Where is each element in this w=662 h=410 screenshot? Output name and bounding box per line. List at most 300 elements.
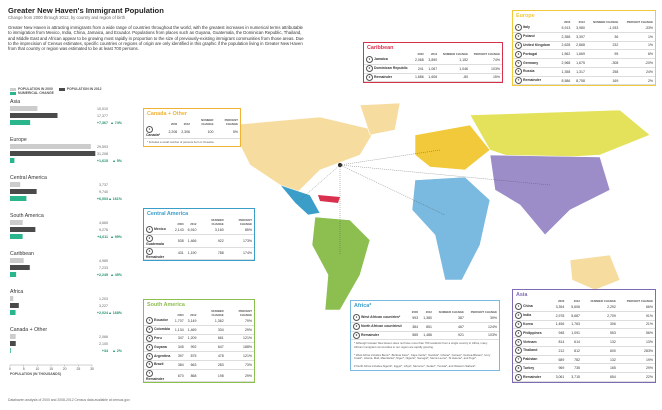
percent-change-label: ▲ 74% — [110, 121, 122, 125]
bar-2012 — [10, 265, 30, 270]
table-cell: 283% — [618, 346, 655, 355]
table-cell — [513, 50, 558, 59]
table-cell — [513, 364, 551, 373]
table-cell: 1,046 — [439, 64, 470, 73]
table-africa — [350, 300, 500, 371]
row-number-badge: 8 — [515, 365, 522, 372]
table-cell: 1,362 — [198, 317, 225, 325]
table-cell: 1,209 — [186, 334, 199, 343]
table-header-cell: 2012 — [183, 122, 190, 126]
region-label: Canada + Other — [10, 327, 48, 333]
table-row — [144, 317, 254, 325]
page-subtitle: Change from 2000 through 2012, by country and region of birth — [8, 15, 126, 20]
bar-2000-label: 4,989 — [99, 259, 108, 263]
row-number-badge: 7 — [515, 77, 522, 84]
table-header-cell: NUMBER CHANGE — [442, 52, 469, 56]
table-cell: 2,306 — [179, 126, 192, 138]
table-row — [351, 322, 499, 331]
map-russia — [470, 110, 650, 160]
row-label: Remainder — [523, 374, 542, 379]
legend-item-change: NUMERICAL CHANGE — [10, 91, 54, 95]
table-header-cell: 2012 — [190, 313, 197, 317]
table-cell: 334 — [198, 325, 225, 334]
table-cell: 74% — [470, 56, 502, 64]
table-row — [513, 364, 655, 373]
table-cell: 5% — [215, 126, 240, 138]
row-number-badge: 3 — [146, 335, 153, 342]
row-number-badge: 1 — [146, 226, 153, 233]
table-header-blank — [144, 218, 173, 226]
page-title: Greater New Haven's Immigrant Population — [8, 6, 164, 15]
table-row — [513, 50, 655, 59]
table-header-cell: PERCENT CHANGE — [238, 218, 252, 226]
table-cell: 21% — [618, 320, 655, 329]
bar-chart — [6, 95, 124, 397]
table-cell: 1,606 — [426, 73, 439, 82]
table-cell: 2% — [620, 76, 655, 85]
table-row — [144, 334, 254, 343]
table-header-cell: 2000 — [558, 299, 565, 303]
table-cell: 103% — [466, 331, 499, 340]
row-label: China — [523, 304, 533, 309]
table-header-cell: PERCENT CHANGE — [224, 118, 238, 126]
row-number-badge: 5 — [515, 339, 522, 346]
table-row — [144, 325, 254, 334]
table-cell: 654 — [582, 373, 618, 382]
table-cell: 921 — [434, 331, 466, 340]
x-tick-label: 20 — [62, 367, 67, 371]
table-header-cell: NUMBER CHANGE — [211, 309, 224, 317]
table-south-america — [143, 299, 255, 383]
table-cell: 2,709 — [582, 311, 618, 320]
bar-2000-label: 4,665 — [99, 221, 108, 225]
table-row — [351, 331, 499, 340]
table-row — [513, 303, 655, 311]
percent-change-label: ▲ 5% — [112, 159, 122, 163]
table-cell: 782 — [566, 355, 582, 364]
bar-change-label: +2,245 — [96, 273, 108, 277]
region-label: Africa — [10, 289, 24, 295]
row-number-badge: 3 — [146, 248, 153, 255]
table-canada-grid — [144, 118, 240, 139]
bar-change-label: +6,003 — [96, 197, 108, 201]
table-cell: 232 — [587, 41, 620, 50]
row-number-badge: 3 — [515, 42, 522, 49]
table-header-cell: NUMBER CHANGE — [211, 218, 224, 226]
table-cell: 1,091 — [566, 329, 582, 338]
row-number-badge: 1 — [146, 126, 153, 133]
bar-2012-label: 31,208 — [97, 152, 108, 156]
table-cell: 735 — [566, 364, 582, 373]
table-cell — [144, 343, 173, 352]
table-row — [144, 126, 240, 138]
table-cell: 2,628 — [558, 41, 573, 50]
row-label: India — [523, 313, 532, 318]
table-africa-note-3: # North Africa includes Algeria*, Egypt*, Libya*, Morocco*, Sudan*, Tunisia*, and Western Sahara*. — [354, 363, 477, 368]
bar-change-label: +4,611 — [97, 235, 108, 239]
bar-change — [10, 196, 26, 201]
table-cell: 600 — [582, 346, 618, 355]
table-europe-title: Europe — [516, 13, 535, 19]
row-number-badge: 6 — [146, 361, 153, 368]
table-cell: 1,358 — [558, 67, 573, 76]
row-number-badge: 9 — [515, 374, 522, 381]
percent-change-label: ▲ 168% — [108, 311, 122, 315]
table-canada-title: Canada + Other — [147, 111, 187, 117]
table-cell: 2,358 — [558, 32, 573, 41]
table-cell — [364, 64, 412, 73]
table-cell: 132 — [582, 355, 618, 364]
table-cell: 5,913 — [558, 24, 573, 32]
table-cell: 1,317 — [572, 67, 587, 76]
table-south-america-grid — [144, 309, 254, 382]
bar-change — [10, 120, 30, 125]
legend-item-2000: POPULATION IN 2000 — [10, 87, 53, 91]
table-header-cell: 2012 — [190, 222, 197, 226]
table-cell: 478 — [198, 352, 225, 361]
table-cell: 212 — [551, 346, 567, 355]
table-cell: 1,067 — [426, 64, 439, 73]
table-cell: 992 — [186, 343, 199, 352]
table-cell: 8,586 — [558, 76, 573, 85]
table-cell: 188% — [226, 343, 254, 352]
table-cell: 1,669 — [572, 50, 587, 59]
row-label: West African countries* — [361, 315, 401, 320]
bar-change-label: +34 — [101, 349, 108, 353]
bar-2000 — [10, 334, 16, 339]
table-cell: 347 — [173, 334, 186, 343]
row-number-badge: 7 — [146, 370, 153, 377]
table-cell — [513, 76, 558, 85]
table-row — [144, 234, 254, 247]
row-label: Peru — [154, 335, 162, 340]
table-cell: 431 — [173, 247, 186, 260]
row-label: Dominican Republic — [374, 66, 408, 71]
table-cell: 174% — [226, 247, 254, 260]
table-row — [513, 355, 655, 364]
source-footnote: Datahaven analysis of 2000 and 2008-2012 Census data available at census.gov — [8, 398, 130, 402]
bar-2000 — [10, 144, 91, 149]
table-cell: 1,466 — [186, 234, 199, 247]
table-cell: -308 — [587, 59, 620, 68]
table-cell: 85% — [226, 226, 254, 234]
table-cell: -33% — [620, 24, 655, 32]
table-cell: 2,143 — [173, 226, 186, 234]
table-row — [513, 76, 655, 85]
table-cell: 670 — [173, 369, 186, 382]
table-cell: 8,758 — [572, 76, 587, 85]
table-row — [513, 373, 655, 382]
table-cell: 124% — [466, 322, 499, 331]
bar-2012-label: 3,227 — [99, 304, 108, 308]
table-cell — [144, 247, 173, 260]
table-cell: 173% — [226, 234, 254, 247]
x-tick-label: 15 — [49, 367, 53, 371]
row-label: Korea — [523, 321, 533, 326]
table-row — [364, 73, 502, 82]
row-number-badge: 2 — [353, 323, 360, 330]
row-number-badge: 2 — [146, 326, 153, 333]
x-tick-label: 5 — [22, 367, 25, 371]
table-cell: 647 — [198, 343, 225, 352]
table-header-cell: 2012 — [425, 310, 432, 314]
table-cell: 538 — [173, 234, 186, 247]
table-cell: 29% — [226, 369, 254, 382]
row-label: Vietnam — [523, 339, 537, 344]
bar-2012-label: 17,377 — [97, 114, 108, 118]
table-cell: 22% — [618, 373, 655, 382]
table-cell: 1,562 — [558, 50, 573, 59]
row-label: Remainder — [523, 78, 542, 83]
table-cell — [513, 303, 551, 311]
row-number-badge: 2 — [146, 235, 153, 242]
table-header-blank — [144, 118, 166, 126]
bar-change-label: +7,367 — [96, 121, 108, 125]
table-cell: 103% — [470, 64, 502, 73]
chart-legend — [10, 87, 122, 95]
bar-2012-label: 9,740 — [99, 190, 108, 194]
table-row — [144, 360, 254, 369]
table-row — [351, 314, 499, 322]
map-north-america — [230, 117, 375, 195]
table-cell — [144, 126, 166, 138]
table-row — [513, 346, 655, 355]
percent-change-label: ▲ 161% — [108, 197, 122, 201]
region-label: Central America — [10, 175, 47, 181]
table-cell: 1,152 — [439, 56, 470, 64]
row-label: Russia — [523, 69, 535, 74]
table-header-cell: NUMBER CHANGE — [590, 299, 616, 303]
table-cell — [144, 369, 173, 382]
table-cell: 36 — [587, 32, 620, 41]
table-cell: 121% — [226, 352, 254, 361]
table-canada — [143, 108, 241, 147]
table-cell: 1,469 — [186, 325, 199, 334]
table-asia-grid — [513, 299, 655, 382]
region-label: Europe — [10, 137, 27, 143]
table-header-cell: 2012 — [578, 20, 585, 24]
table-cell: 56% — [618, 329, 655, 338]
table-cell: 1% — [620, 32, 655, 41]
table-caribbean — [363, 42, 503, 83]
bar-change — [10, 234, 23, 239]
table-cell: 15% — [470, 73, 502, 82]
table-cell: 1,707 — [173, 317, 186, 325]
table-cell — [513, 67, 558, 76]
table-cell: 2,978 — [551, 311, 567, 320]
bar-2000-label: 10,010 — [97, 107, 108, 111]
table-row — [364, 56, 502, 64]
table-row — [513, 59, 655, 68]
row-number-badge: 2 — [515, 33, 522, 40]
table-cell: 2,068 — [412, 56, 425, 64]
x-axis-label: POPULATION (IN THOUSANDS) — [10, 372, 61, 376]
table-cell: 993 — [409, 314, 420, 322]
bar-2012 — [10, 227, 35, 232]
table-cell: 165 — [582, 364, 618, 373]
table-cell: 3,160 — [198, 226, 225, 234]
table-cell: 1,456 — [551, 320, 567, 329]
table-cell: 875 — [186, 352, 199, 361]
table-row — [513, 67, 655, 76]
table-cell: 3,061 — [551, 373, 567, 382]
table-header-cell: 2000 — [411, 310, 419, 314]
table-cell: 3,980 — [572, 24, 587, 32]
table-cell: 969 — [551, 364, 567, 373]
table-cell — [351, 322, 409, 331]
row-number-badge: 1 — [366, 56, 373, 63]
region-label: South America — [10, 213, 44, 219]
bar-2000-label: 29,593 — [97, 145, 108, 149]
bar-change-label: +2,024 — [96, 311, 108, 315]
bar-2012 — [10, 151, 95, 156]
table-africa-note-1: * Although Greater New Haven does not have more than 700 residents from a single country in Africa, many African immigrant communities in our region are rapidly growing. — [354, 341, 488, 349]
row-label: Pakistan — [523, 357, 538, 362]
table-cell — [364, 56, 412, 64]
row-label: Argentina — [154, 353, 171, 358]
table-south-america-title: South America — [147, 302, 185, 308]
table-cell — [513, 24, 558, 32]
table-asia — [512, 289, 656, 383]
table-cell: -20% — [620, 59, 655, 68]
table-europe — [512, 10, 656, 86]
table-cell: 73% — [226, 360, 254, 369]
row-number-badge: 6 — [515, 68, 522, 75]
row-number-badge: 3 — [353, 332, 360, 339]
table-cell: 283 — [198, 360, 225, 369]
row-label: Mexico — [154, 227, 166, 232]
table-cell — [144, 360, 173, 369]
table-canada-note: * Includes a small number of persons born in Oceania — [147, 139, 214, 144]
table-cell: 29% — [618, 364, 655, 373]
table-cell — [144, 334, 173, 343]
table-cell: -1,933 — [587, 24, 620, 32]
bar-change-label: +1,615 — [96, 159, 108, 163]
row-label: Philippines — [523, 330, 542, 335]
table-cell — [513, 32, 558, 41]
table-europe-grid — [513, 20, 655, 85]
table-row — [513, 338, 655, 347]
table-cell: 5,687 — [566, 311, 582, 320]
row-number-badge: 1 — [515, 303, 522, 310]
bar-2012 — [10, 303, 19, 308]
table-cell: 397 — [173, 352, 186, 361]
table-cell: 91% — [618, 311, 655, 320]
table-asia-title: Asia — [516, 292, 528, 298]
bar-2000 — [10, 258, 24, 263]
table-cell: 788 — [198, 247, 225, 260]
table-header-cell: NUMBER CHANGE — [201, 118, 214, 126]
percent-change-label: ▲ 2% — [112, 349, 122, 353]
row-label: Turkey — [523, 365, 535, 370]
table-row — [513, 311, 655, 320]
row-number-badge: 7 — [515, 356, 522, 363]
row-number-badge: 4 — [515, 51, 522, 58]
table-cell: 814 — [551, 338, 567, 347]
table-cell: 585 — [409, 331, 420, 340]
table-central-america-grid — [144, 218, 254, 260]
row-label: Italy — [523, 25, 531, 30]
x-tick-label: 10 — [35, 367, 40, 371]
table-cell: 169 — [587, 76, 620, 85]
table-cell: 614 — [566, 338, 582, 347]
row-label: Canada* — [146, 133, 161, 138]
table-row — [144, 352, 254, 361]
row-label: Germany — [523, 60, 539, 65]
bar-2012 — [10, 341, 16, 346]
table-cell — [351, 314, 409, 322]
table-cell: 5,606 — [566, 303, 582, 311]
row-number-badge: 5 — [146, 353, 153, 360]
table-row — [144, 343, 254, 352]
table-header-cell: 2000 — [417, 52, 424, 56]
table-cell: 3,397 — [572, 32, 587, 41]
row-number-badge: 2 — [515, 312, 522, 319]
table-cell — [513, 59, 558, 68]
map-europe — [415, 125, 490, 170]
table-cell: 95 — [587, 50, 620, 59]
table-cell: 384 — [409, 322, 420, 331]
table-cell: -80 — [439, 73, 470, 82]
table-header-cell: 2000 — [177, 313, 184, 317]
table-header-cell: PERCENT CHANGE — [470, 310, 497, 314]
table-caribbean-grid — [364, 52, 502, 82]
table-cell: 13% — [618, 338, 655, 347]
row-number-badge: 4 — [515, 330, 522, 337]
table-cell: 661 — [198, 334, 225, 343]
bar-2000 — [10, 296, 13, 301]
table-cell: 948 — [551, 329, 567, 338]
table-cell: 258 — [587, 67, 620, 76]
table-cell: 1% — [620, 41, 655, 50]
row-label: Colombia — [154, 327, 170, 332]
row-label: United Kingdom — [523, 42, 551, 47]
table-cell: 1,190 — [186, 247, 199, 260]
table-header-cell: PERCENT CHANGE — [238, 309, 252, 317]
table-cell — [513, 346, 551, 355]
row-label: Brazil — [154, 362, 164, 367]
table-cell: 2,968 — [558, 59, 573, 68]
table-cell: 3,149 — [186, 317, 199, 325]
row-label: Remainder — [374, 74, 393, 79]
row-number-badge: 1 — [515, 24, 522, 31]
row-label: Remainder — [146, 254, 165, 259]
legend-item-2012: POPULATION IN 2012 — [59, 87, 102, 91]
table-row — [513, 329, 655, 338]
table-cell: 19% — [618, 355, 655, 364]
table-cell: 198 — [198, 369, 225, 382]
map-caribbean — [318, 195, 340, 203]
row-label: Guatemala — [146, 242, 164, 247]
region-label: Asia — [10, 99, 21, 105]
table-cell: 2,868 — [572, 41, 587, 50]
bar-2000 — [10, 106, 37, 111]
table-cell: 868 — [186, 369, 199, 382]
bar-change — [10, 348, 11, 353]
row-label: Guyana — [154, 344, 167, 349]
table-cell: 384 — [173, 360, 186, 369]
bar-change — [10, 158, 14, 163]
row-number-badge: 4 — [146, 344, 153, 351]
table-cell: 3,890 — [426, 56, 439, 64]
table-cell: 29% — [226, 325, 254, 334]
row-label: Remainder — [146, 377, 165, 382]
table-cell: 2,292 — [582, 303, 618, 311]
table-header-cell: NUMBER CHANGE — [438, 310, 464, 314]
row-label: Poland — [523, 34, 535, 39]
table-cell: 241 — [412, 64, 425, 73]
bar-2012-label: 7,233 — [99, 266, 108, 270]
